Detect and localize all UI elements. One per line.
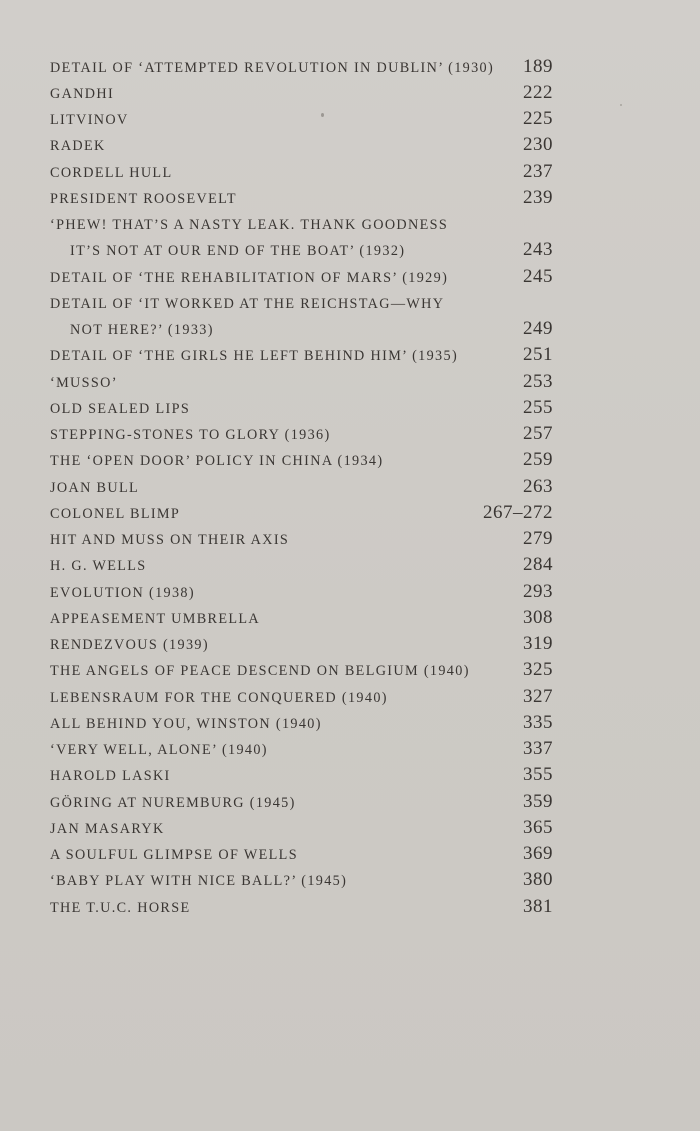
entry-title: GÖRING AT NUREMBURG (1945) (50, 794, 296, 811)
entry-page-number: 267–272 (483, 502, 553, 523)
entry-title: EVOLUTION (1938) (50, 584, 195, 601)
contents-entry (50, 446, 553, 470)
contents-entry (50, 420, 553, 444)
entry-page-number: 243 (523, 239, 553, 260)
entry-page-number: 325 (523, 659, 553, 680)
entry-page-number: 284 (523, 554, 553, 575)
entry-page-number: 251 (523, 344, 553, 365)
contents-entry (50, 184, 553, 208)
contents-entry (50, 709, 553, 733)
entry-page-number: 308 (523, 607, 553, 628)
entry-title: DETAIL OF ‘IT WORKED AT THE REICHSTAG—WHY (50, 295, 445, 312)
entry-page-number: 279 (523, 528, 553, 549)
contents-entry (50, 840, 553, 864)
entry-title: GANDHI (50, 85, 115, 102)
entry-title: RADEK (50, 137, 106, 154)
entry-title: DETAIL OF ‘THE GIRLS HE LEFT BEHIND HIM’ (1935) (50, 347, 459, 364)
contents-entry (50, 499, 553, 523)
entry-page-number: 259 (523, 449, 553, 470)
entry-page-number: 263 (523, 476, 553, 497)
contents-entry (50, 578, 553, 602)
entry-title: DETAIL OF ‘ATTEMPTED REVOLUTION IN DUBLIN’ (1930) (50, 59, 495, 76)
entry-page-number: 327 (523, 686, 553, 707)
entry-title: PRESIDENT ROOSEVELT (50, 190, 237, 207)
paper-speck (620, 104, 622, 106)
entry-title: HIT AND MUSS ON THEIR AXIS (50, 531, 290, 548)
entry-page-number: 293 (523, 581, 553, 602)
contents-entry (50, 814, 553, 838)
entry-title: JAN MASARYK (50, 820, 165, 837)
entry-page-number: 253 (523, 371, 553, 392)
entry-page-number: 245 (523, 266, 553, 287)
entry-page-number: 369 (523, 843, 553, 864)
contents-entry (50, 525, 553, 549)
entry-page-number: 237 (523, 161, 553, 182)
entry-page-number: 335 (523, 712, 553, 733)
contents-entry (50, 289, 553, 313)
contents-entry (50, 315, 553, 339)
entry-page-number: 380 (523, 869, 553, 890)
entry-page-number: 365 (523, 817, 553, 838)
contents-entry (50, 683, 553, 707)
entry-page-number: 337 (523, 738, 553, 759)
entry-title: ‘MUSSO’ (50, 374, 118, 391)
entry-page-number: 255 (523, 397, 553, 418)
entry-title: ‘BABY PLAY WITH NICE BALL?’ (1945) (50, 872, 348, 889)
contents-entry (50, 788, 553, 812)
contents-entry (50, 551, 553, 575)
entry-title: THE ANGELS OF PEACE DESCEND ON BELGIUM (1940) (50, 662, 470, 679)
contents-entry (50, 893, 553, 917)
entry-title: JOAN BULL (50, 479, 139, 496)
contents-entry (50, 210, 553, 234)
entry-title: LEBENSRAUM FOR THE CONQUERED (1940) (50, 689, 388, 706)
entry-page-number: 381 (523, 896, 553, 917)
entry-title: IT’S NOT AT OUR END OF THE BOAT’ (1932) (70, 242, 406, 259)
contents-entry (50, 604, 553, 628)
entry-title: ‘PHEW! THAT’S A NASTY LEAK. THANK GOODNESS (50, 216, 449, 233)
contents-entry (50, 473, 553, 497)
entry-title: A SOULFUL GLIMPSE OF WELLS (50, 846, 298, 863)
entry-page-number: 355 (523, 764, 553, 785)
entry-title: THE ‘OPEN DOOR’ POLICY IN CHINA (1934) (50, 452, 384, 469)
entry-page-number: 249 (523, 318, 553, 339)
entry-title: COLONEL BLIMP (50, 505, 181, 522)
contents-entry (50, 368, 553, 392)
entry-page-number: 189 (523, 56, 553, 77)
contents-entry (50, 630, 553, 654)
entry-page-number: 239 (523, 187, 553, 208)
contents-entry (50, 79, 553, 103)
entry-page-number: 257 (523, 423, 553, 444)
entry-title: OLD SEALED LIPS (50, 400, 191, 417)
contents-entry (50, 105, 553, 129)
entry-title: LITVINOV (50, 111, 129, 128)
entry-title: DETAIL OF ‘THE REHABILITATION OF MARS’ (1929) (50, 269, 449, 286)
entry-page-number: 222 (523, 82, 553, 103)
contents-entry (50, 53, 553, 77)
entry-title: ‘VERY WELL, ALONE’ (1940) (50, 741, 268, 758)
entry-title: STEPPING-STONES TO GLORY (1936) (50, 426, 331, 443)
entry-page-number: 319 (523, 633, 553, 654)
entry-title: H. G. WELLS (50, 557, 147, 574)
contents-entry (50, 394, 553, 418)
contents-entry (50, 866, 553, 890)
contents-entry (50, 263, 553, 287)
contents-entry (50, 131, 553, 155)
contents-entry (50, 236, 553, 260)
contents-entry (50, 341, 553, 365)
contents-entry (50, 656, 553, 680)
contents-entry (50, 735, 553, 759)
contents-entry (50, 761, 553, 785)
entry-title: NOT HERE?’ (1933) (70, 321, 214, 338)
contents-entry (50, 158, 553, 182)
entry-title: THE T.U.C. HORSE (50, 899, 191, 916)
entry-title: CORDELL HULL (50, 164, 173, 181)
entry-page-number: 230 (523, 134, 553, 155)
entry-title: ALL BEHIND YOU, WINSTON (1940) (50, 715, 322, 732)
entry-title: APPEASEMENT UMBRELLA (50, 610, 261, 627)
entry-page-number: 359 (523, 791, 553, 812)
entry-title: RENDEZVOUS (1939) (50, 636, 209, 653)
entry-title: HAROLD LASKI (50, 767, 171, 784)
entry-page-number: 225 (523, 108, 553, 129)
